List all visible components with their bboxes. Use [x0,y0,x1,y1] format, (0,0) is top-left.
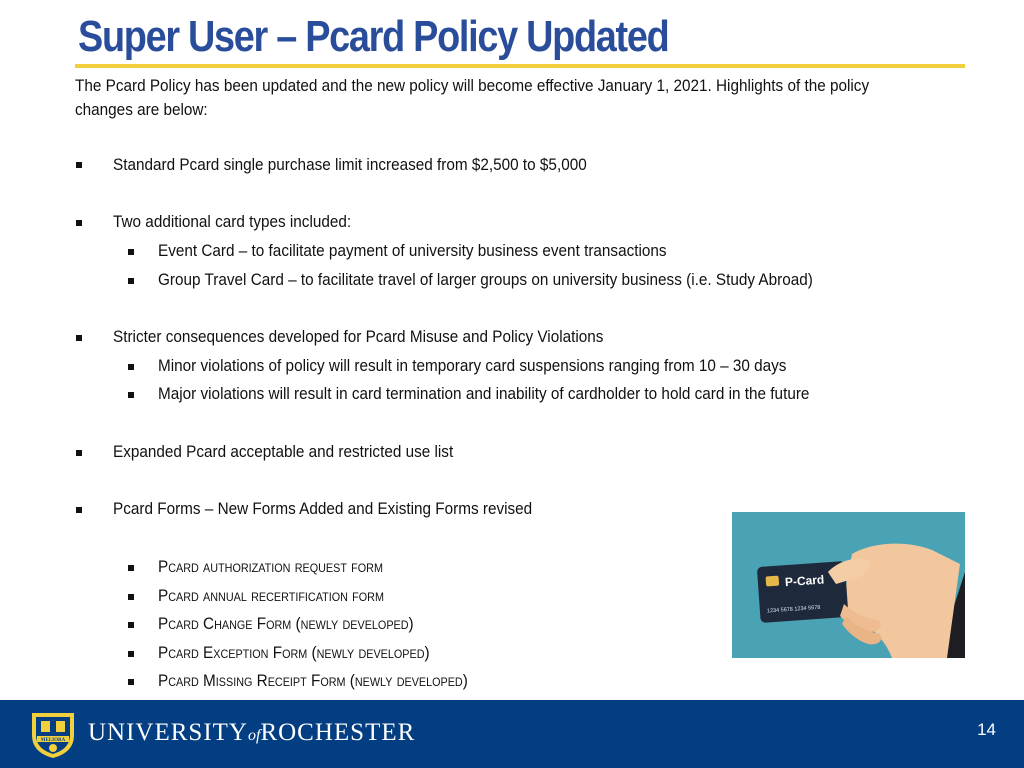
sub-bullet-marker [128,278,134,284]
bullet-marker [76,220,82,226]
chip-icon [766,576,780,587]
form-exception: Pcard Exception Form (newly developed) [158,643,430,662]
university-wordmark [88,719,415,747]
sub-bullet-marker [128,622,134,628]
sub-bullet-minor-violations: Minor violations of policy will result in temporary card suspensions ranging from 10 – 30 days [158,356,787,375]
sub-bullet-marker [128,249,134,255]
sub-bullet-marker [128,392,134,398]
bullet-card-types: Two additional card types included: [113,212,352,231]
seal-motto: MELIORA [40,738,66,743]
intro-paragraph: The Pcard Policy has been updated and the new policy will become effective January 1, 2021. Highlights of the policy changes are below: [75,76,870,119]
bullet-marker [76,162,82,168]
sub-bullet-marker [128,364,134,370]
wordmark-university: UNIVERSITY [88,719,248,746]
sub-bullet-marker [128,651,134,657]
form-change: Pcard Change Form (newly developed) [158,614,414,633]
bullet-stricter-consequences: Stricter consequences developed for Pcard Misuse and Policy Violations [113,327,604,346]
wordmark-of: of [248,727,261,744]
pcard-photo [732,512,965,658]
card-number: 1234 5678 1234 5678 [766,604,821,615]
footer-bar [0,700,1024,768]
bullet-marker [76,507,82,513]
form-annual-recertification: Pcard annual recertification form [158,586,384,605]
title-underline [75,64,965,68]
form-missing-receipt: Pcard Missing Receipt Form (newly developed) [158,671,468,690]
bullet-marker [76,335,82,341]
bullet-purchase-limit: Standard Pcard single purchase limit increased from $2,500 to $5,000 [113,155,587,174]
hand-holding-card-illustration [732,512,965,658]
sub-bullet-marker [128,594,134,600]
form-authorization-request: Pcard authorization request form [158,557,383,576]
university-seal-logo [30,709,76,759]
sub-bullet-marker [128,679,134,685]
bullet-use-list: Expanded Pcard acceptable and restricted use list [113,442,454,461]
sub-bullet-event-card: Event Card – to facilitate payment of university business event transactions [158,241,667,260]
sub-bullet-marker [128,565,134,571]
card-label: P-Card [784,572,825,590]
page-number: 14 [977,720,996,739]
wordmark-rochester: ROCHESTER [260,719,416,746]
bullet-pcard-forms: Pcard Forms – New Forms Added and Existing Forms revised [113,499,533,518]
sub-bullet-major-violations: Major violations will result in card termination and inability of cardholder to hold card in the future [158,384,810,403]
bullet-marker [76,450,82,456]
sub-bullet-group-travel-card: Group Travel Card – to facilitate travel of larger groups on university business (i.e. Study Abroad) [158,270,813,289]
slide-title: Super User – Pcard Policy Updated [78,12,669,61]
